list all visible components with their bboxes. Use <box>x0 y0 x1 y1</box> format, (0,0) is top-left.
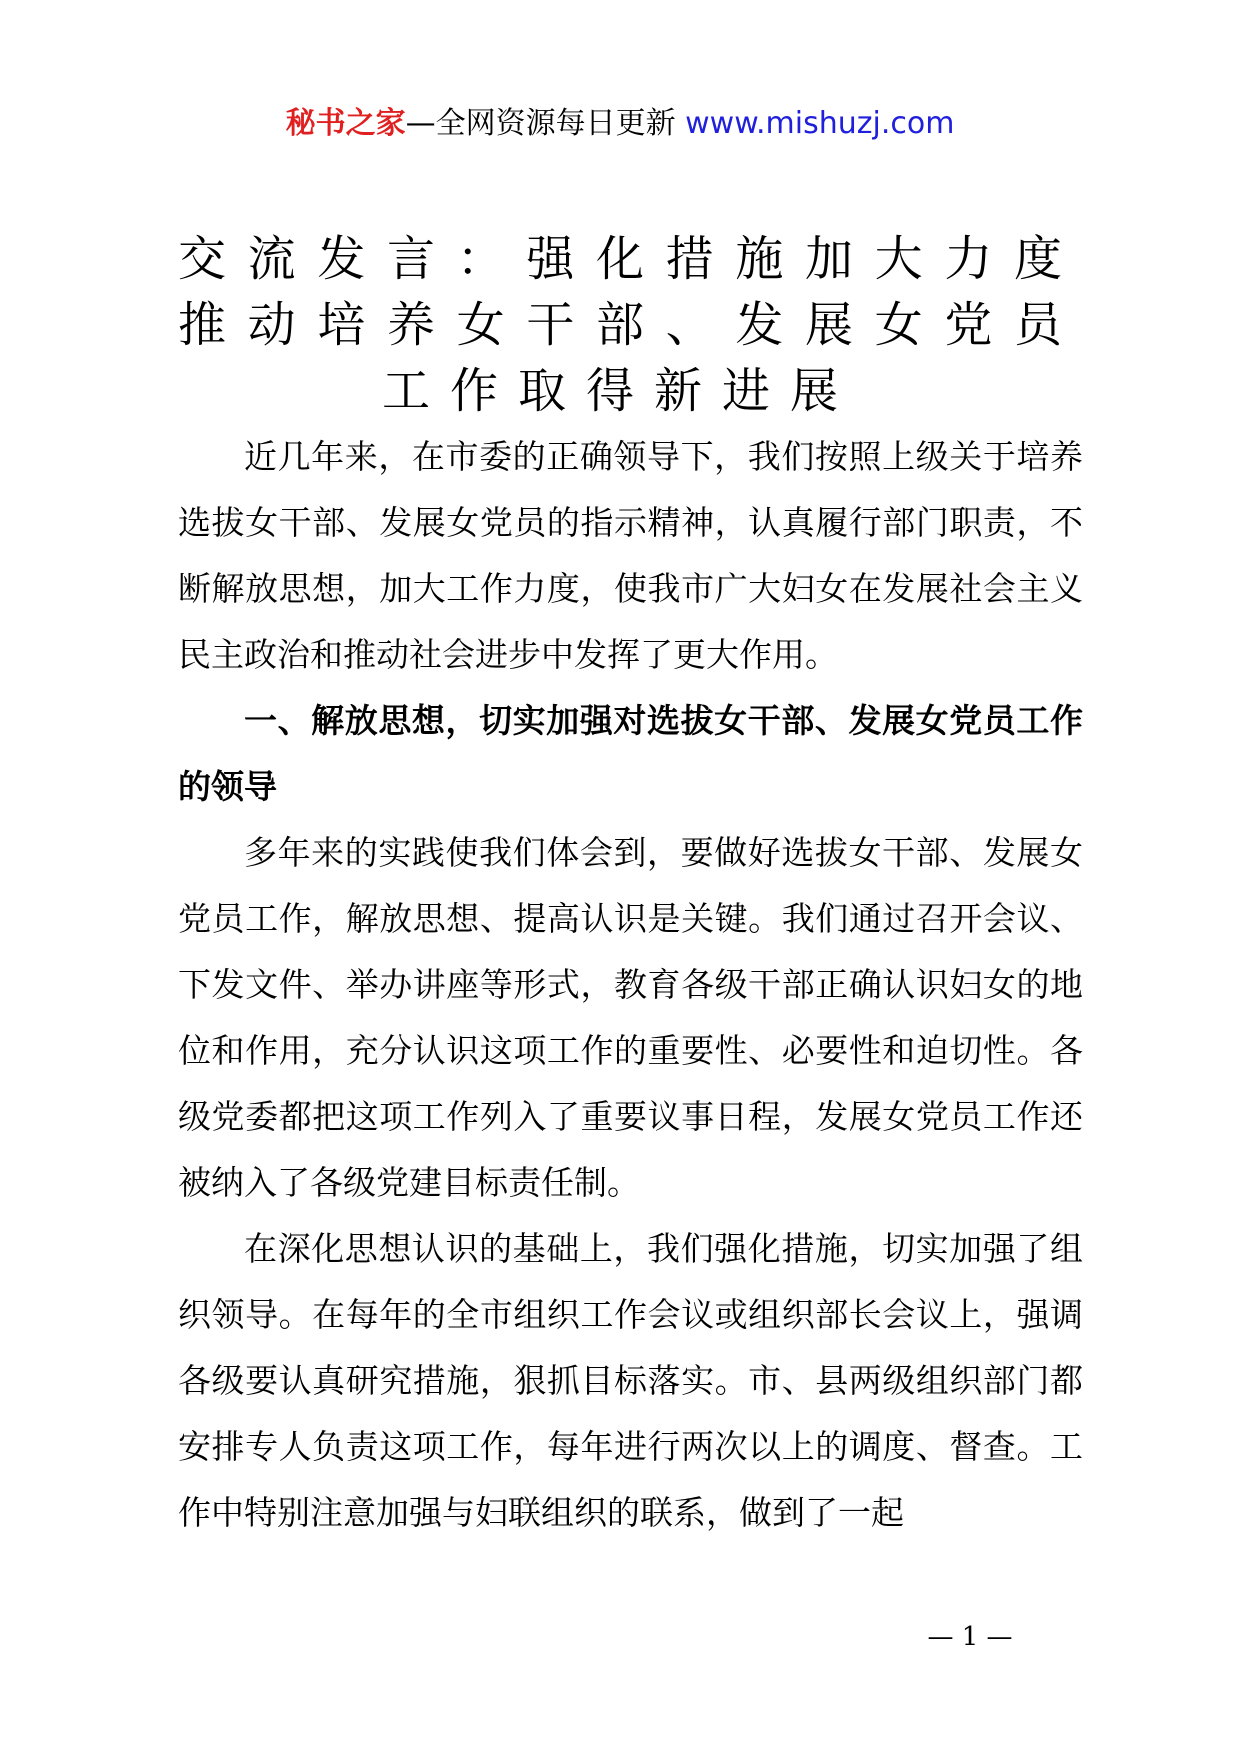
site-tagline: —全网资源每日更新 <box>405 106 676 141</box>
document-title <box>178 226 1062 424</box>
paragraph: 多年来的实践使我们体会到，要做好选拔女干部、发展女党员工作，解放思想、提高认识是关键。我们通过召开会议、下发文件、举办讲座等形式，教育各级干部正确认识妇女的地位和作用，充分认识这项工作的重要性、必要性和迫切性。各级党委都把这项工作列入了重要议事日程，发展女党员工作还被纳入了各级党建目标责任制。 <box>178 833 1083 1202</box>
title-line-1: 交流发言：强化措施加大力度 <box>178 231 1062 287</box>
site-brand: 秘书之家 <box>285 106 406 141</box>
site-url-link[interactable]: www.mishuzj.com <box>685 106 955 141</box>
document-body <box>178 424 1083 1546</box>
title-line-2: 推动培养女干部、发展女党员 <box>178 297 1062 353</box>
title-line-3: 工作取得新进展 <box>381 363 858 419</box>
page-number: — 1 — <box>927 1622 1013 1652</box>
section-heading-1: 一、解放思想，切实加强对选拔女干部、发展女党员工作的领导 <box>178 701 1083 806</box>
paragraph-intro: 近几年来，在市委的正确领导下，我们按照上级关于培养选拔女干部、发展女党员的指示精神，认真履行部门职责，不断解放思想，加大工作力度，使我市广大妇女在发展社会主义民主政治和推动社会进步中发挥了更大作用。 <box>178 437 1083 674</box>
paragraph: 在深化思想认识的基础上，我们强化措施，切实加强了组织领导。在每年的全市组织工作会议或组织部长会议上，强调各级要认真研究措施，狠抓目标落实。市、县两级组织部门都安排专人负责这项工作，每年进行两次以上的调度、督查。工作中特别注意加强与妇联组织的联系，做到了一起 <box>178 1229 1083 1532</box>
site-header <box>0 100 1240 148</box>
